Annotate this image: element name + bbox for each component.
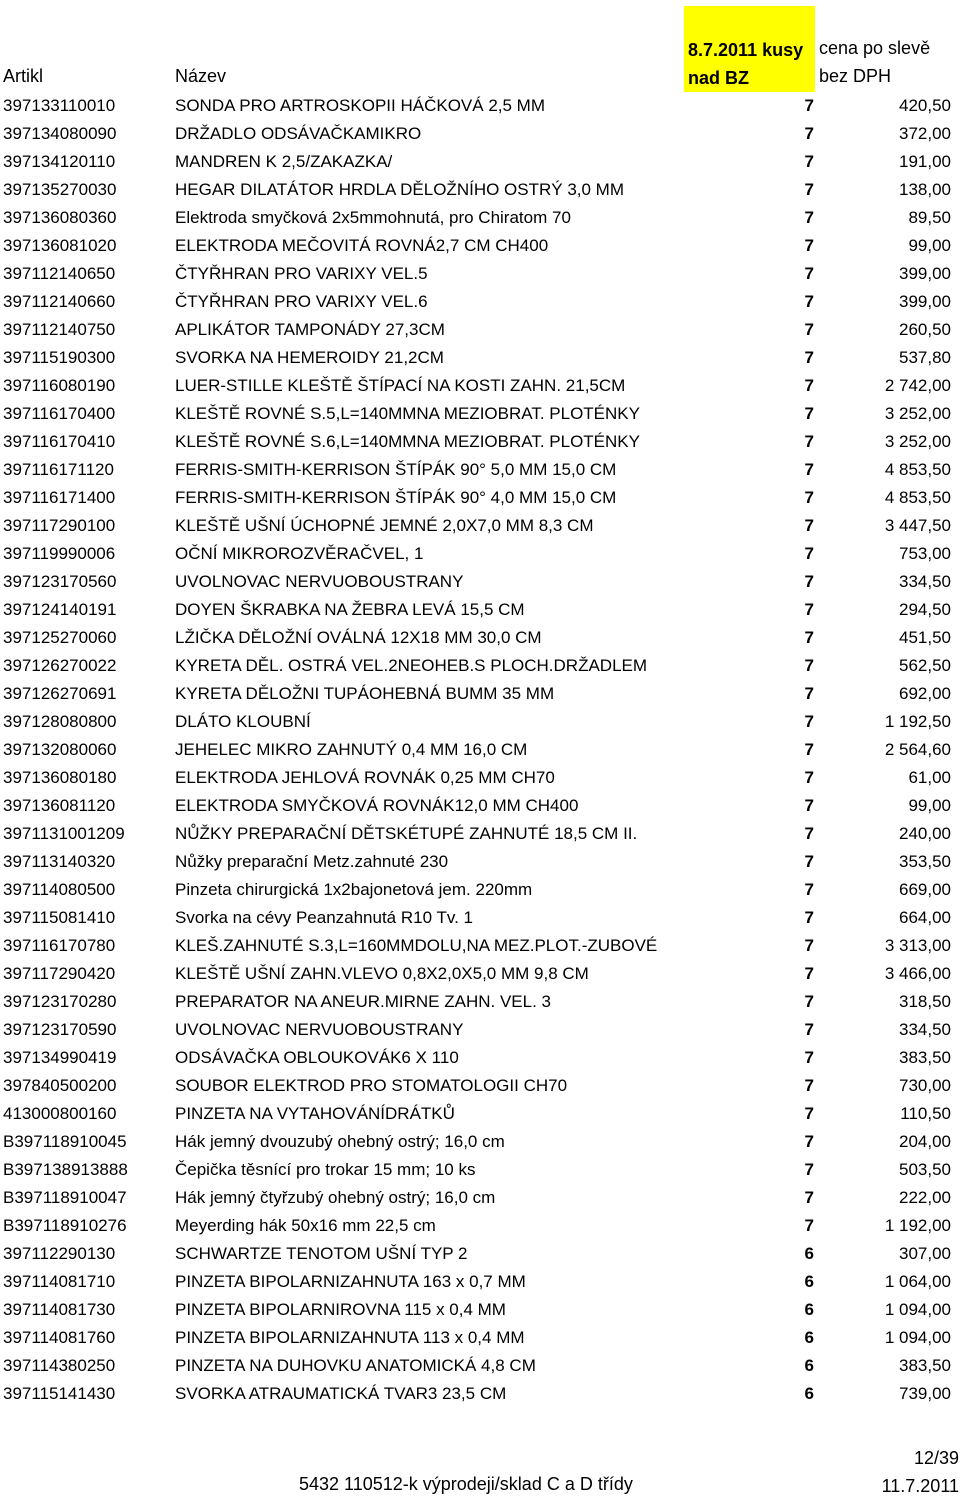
product-code: 397116170400 — [3, 404, 116, 423]
product-price: 99,00 — [908, 796, 951, 815]
product-price: 753,00 — [899, 544, 951, 563]
table-row — [0, 1100, 960, 1128]
table-row — [0, 624, 960, 652]
product-price: 334,50 — [899, 1020, 951, 1039]
product-code: 397116080190 — [3, 376, 116, 395]
table-row — [0, 456, 960, 484]
product-name: ČTYŘHRAN PRO VARIXY VEL.6 — [175, 292, 428, 311]
table-row — [0, 1212, 960, 1240]
product-quantity: 7 — [804, 348, 814, 367]
product-quantity: 7 — [804, 264, 814, 283]
product-name: ODSÁVAČKA OBLOUKOVÁK6 X 110 — [175, 1048, 459, 1067]
product-name: PREPARATOR NA ANEUR.MIRNE ZAHN. VEL. 3 — [175, 992, 551, 1011]
product-quantity: 7 — [804, 1188, 814, 1207]
table-row — [0, 260, 960, 288]
table-row — [0, 848, 960, 876]
product-code: 397116171120 — [3, 460, 114, 479]
product-name: Nůžky preparační Metz.zahnuté 230 — [175, 852, 449, 871]
table-row — [0, 288, 960, 316]
product-name: FERRIS-SMITH-KERRISON ŠTÍPÁK 90° 5,0 MM 15,0 CM — [175, 460, 617, 479]
product-code: 397132080060 — [3, 740, 117, 759]
page-number: 12/39 — [913, 1448, 959, 1468]
product-quantity: 7 — [804, 236, 814, 255]
product-price: 451,50 — [899, 628, 951, 647]
product-quantity: 7 — [804, 824, 814, 843]
product-code: 397112140750 — [3, 320, 116, 339]
product-name: FERRIS-SMITH-KERRISON ŠTÍPÁK 90° 4,0 MM 15,0 CM — [175, 488, 617, 507]
product-quantity: 6 — [804, 1328, 814, 1347]
product-price: 61,00 — [908, 768, 951, 787]
print-date: 11.7.2011 — [881, 1476, 959, 1496]
product-name: KLEŠTĚ ROVNÉ S.5,L=140MMNA MEZIOBRAT. PLOTÉNKY — [175, 404, 640, 423]
product-code: 397125270060 — [3, 628, 117, 647]
product-price: 664,00 — [899, 908, 951, 927]
product-price: 110,50 — [900, 1104, 951, 1123]
product-quantity: 7 — [804, 320, 814, 339]
header-price-line1: cena po slevě — [819, 38, 931, 58]
product-quantity: 7 — [804, 600, 814, 619]
product-quantity: 7 — [804, 404, 814, 423]
product-name: Meyerding hák 50x16 mm 22,5 cm — [175, 1216, 436, 1235]
product-code: 397116170780 — [3, 936, 116, 955]
product-price: 4 853,50 — [884, 460, 951, 479]
product-price: 383,50 — [899, 1048, 951, 1067]
product-quantity: 6 — [804, 1244, 814, 1263]
product-price: 730,00 — [899, 1076, 951, 1095]
table-row — [0, 148, 960, 176]
product-code: 413000800160 — [3, 1104, 117, 1123]
product-code: 397840500200 — [3, 1076, 117, 1095]
product-name: OČNÍ MIKROROZVĚRAČVEL, 1 — [175, 544, 424, 563]
table-row — [0, 176, 960, 204]
product-quantity: 7 — [804, 684, 814, 703]
product-quantity: 7 — [804, 572, 814, 591]
product-code: 397136081020 — [3, 236, 117, 255]
product-price: 2 742,00 — [884, 376, 951, 395]
product-code: 397126270691 — [3, 684, 117, 703]
product-quantity: 7 — [804, 292, 814, 311]
table-row — [0, 428, 960, 456]
product-price: 260,50 — [899, 320, 951, 339]
product-name: Hák jemný dvouzubý ohebný ostrý; 16,0 cm — [175, 1132, 505, 1151]
product-name: PINZETA BIPOLARNIZAHNUTA 113 x 0,4 MM — [175, 1328, 525, 1347]
product-price: 191,00 — [899, 152, 951, 171]
product-quantity: 7 — [804, 208, 814, 227]
product-code: B397118910276 — [3, 1216, 127, 1235]
header-quantity — [684, 6, 815, 92]
product-price: 334,50 — [899, 572, 951, 591]
product-name: HEGAR DILATÁTOR HRDLA DĚLOŽNÍHO OSTRÝ 3,0 MM — [175, 180, 625, 199]
product-quantity: 7 — [804, 768, 814, 787]
product-code: B397118910045 — [3, 1132, 127, 1151]
product-code: 397114081760 — [3, 1328, 116, 1347]
product-code: 397112140650 — [3, 264, 116, 283]
product-price: 307,00 — [899, 1244, 951, 1263]
table-row — [0, 540, 960, 568]
product-price: 1 192,00 — [884, 1216, 951, 1235]
product-code: 397114380250 — [3, 1356, 116, 1375]
product-price: 399,00 — [899, 292, 951, 311]
header-quantity-line1: 8.7.2011 kusy — [688, 40, 804, 60]
product-name: PINZETA BIPOLARNIZAHNUTA 163 x 0,7 MM — [175, 1272, 526, 1291]
product-name: ELEKTRODA MEČOVITÁ ROVNÁ2,7 CM CH400 — [175, 236, 549, 255]
product-quantity: 7 — [804, 740, 814, 759]
product-price: 294,50 — [899, 600, 951, 619]
table-row — [0, 1296, 960, 1324]
product-code: 397114081730 — [3, 1300, 116, 1319]
product-code: 397136080180 — [3, 768, 117, 787]
product-code: 397117290420 — [3, 964, 116, 983]
table-row — [0, 372, 960, 400]
product-table — [0, 92, 960, 1408]
product-quantity: 7 — [804, 544, 814, 563]
product-code: 397114080500 — [3, 880, 116, 899]
product-code: 397115141430 — [3, 1384, 116, 1403]
product-price: 3 252,00 — [884, 404, 951, 423]
product-quantity: 7 — [804, 460, 814, 479]
product-name: MANDREN K 2,5/ZAKAZKA/ — [175, 152, 393, 171]
table-row — [0, 1156, 960, 1184]
product-price: 739,00 — [899, 1384, 951, 1403]
table-row — [0, 204, 960, 232]
product-quantity: 7 — [804, 1104, 814, 1123]
product-name: NŮŽKY PREPARAČNÍ DĚTSKÉTUPÉ ZAHNUTÉ 18,5 CM II. — [175, 824, 638, 843]
table-row — [0, 1128, 960, 1156]
header-price-line2: bez DPH — [819, 66, 892, 86]
product-name: SVORKA ATRAUMATICKÁ TVAR3 23,5 CM — [175, 1384, 507, 1403]
product-name: SOUBOR ELEKTROD PRO STOMATOLOGII CH70 — [175, 1076, 568, 1095]
table-header — [0, 0, 960, 92]
product-code: 397136080360 — [3, 208, 117, 227]
table-row — [0, 1016, 960, 1044]
product-quantity: 7 — [804, 96, 814, 115]
table-row — [0, 764, 960, 792]
table-row — [0, 120, 960, 148]
product-name: LUER-STILLE KLEŠTĚ ŠTÍPACÍ NA KOSTI ZAHN. 21,5CM — [175, 376, 626, 395]
table-row — [0, 1324, 960, 1352]
table-row — [0, 1184, 960, 1212]
product-code: 397112140660 — [3, 292, 116, 311]
product-name: ELEKTRODA JEHLOVÁ ROVNÁK 0,25 MM CH70 — [175, 768, 555, 787]
product-code: 397115190300 — [3, 348, 116, 367]
product-name: Elektroda smyčková 2x5mmohnutá, pro Chiratom 70 — [175, 208, 571, 227]
table-row — [0, 596, 960, 624]
table-row — [0, 904, 960, 932]
product-code: 397113140320 — [3, 852, 116, 871]
product-price: 138,00 — [899, 180, 951, 199]
product-price: 222,00 — [899, 1188, 951, 1207]
product-name: Svorka na cévy Peanzahnutá R10 Tv. 1 — [175, 908, 473, 927]
product-quantity: 7 — [804, 964, 814, 983]
product-name: KLEŠTĚ UŠNÍ ÚCHOPNÉ JEMNÉ 2,0X7,0 MM 8,3 CM — [175, 516, 594, 535]
table-row — [0, 708, 960, 736]
header-quantity-line2: nad BZ — [688, 68, 749, 88]
product-price: 562,50 — [899, 656, 951, 675]
header-price — [819, 34, 959, 90]
product-quantity: 7 — [804, 124, 814, 143]
table-row — [0, 792, 960, 820]
product-name: DOYEN ŠKRABKA NA ŽEBRA LEVÁ 15,5 CM — [175, 600, 525, 619]
table-row — [0, 232, 960, 260]
product-quantity: 7 — [804, 936, 814, 955]
product-code: 397134120110 — [3, 152, 116, 171]
product-name: KYRETA DĚL. OSTRÁ VEL.2NEOHEB.S PLOCH.DRŽADLEM — [175, 656, 648, 675]
product-quantity: 7 — [804, 180, 814, 199]
product-price: 3 313,00 — [884, 936, 951, 955]
product-quantity: 6 — [804, 1356, 814, 1375]
product-quantity: 7 — [804, 488, 814, 507]
product-name: PINZETA NA VYTAHOVÁNÍDRÁTKŮ — [175, 1104, 455, 1123]
product-quantity: 7 — [804, 656, 814, 675]
product-name: Čepička těsnící pro trokar 15 mm; 10 ks — [175, 1160, 476, 1179]
product-price: 240,00 — [899, 824, 951, 843]
product-name: SVORKA NA HEMEROIDY 21,2CM — [175, 348, 444, 367]
product-name: KLEŠ.ZAHNUTÉ S.3,L=160MMDOLU,NA MEZ.PLOT.-ZUBOVÉ — [175, 936, 658, 955]
product-code: 397123170590 — [3, 1020, 117, 1039]
product-code: 397134990419 — [3, 1048, 117, 1067]
product-code: 397136081120 — [3, 796, 116, 815]
product-name: PINZETA NA DUHOVKU ANATOMICKÁ 4,8 CM — [175, 1356, 536, 1375]
table-row — [0, 1240, 960, 1268]
product-price: 1 094,00 — [884, 1300, 951, 1319]
product-price: 420,50 — [899, 96, 951, 115]
product-code: 397133110010 — [3, 96, 116, 115]
table-row — [0, 1352, 960, 1380]
table-row — [0, 316, 960, 344]
product-price: 2 564,60 — [884, 740, 951, 759]
product-quantity: 7 — [804, 516, 814, 535]
product-quantity: 6 — [804, 1272, 814, 1291]
file-name: 5432 110512-k výprodeji/sklad C a D třídy — [299, 1474, 633, 1494]
product-quantity: 7 — [804, 152, 814, 171]
product-price: 669,00 — [899, 880, 951, 899]
table-row — [0, 820, 960, 848]
product-name: Hák jemný čtyřzubý ohebný ostrý; 16,0 cm — [175, 1188, 496, 1207]
product-price: 1 064,00 — [884, 1272, 951, 1291]
product-price: 3 466,00 — [884, 964, 951, 983]
page-footer — [0, 1440, 960, 1499]
table-row — [0, 988, 960, 1016]
table-row — [0, 1072, 960, 1100]
product-name: JEHELEC MIKRO ZAHNUTÝ 0,4 MM 16,0 CM — [175, 740, 528, 759]
product-name: ELEKTRODA SMYČKOVÁ ROVNÁK12,0 MM CH400 — [175, 796, 579, 815]
product-code: 397112290130 — [3, 1244, 116, 1263]
product-name: PINZETA BIPOLARNIROVNA 115 x 0,4 MM — [175, 1300, 506, 1319]
product-price: 353,50 — [899, 852, 951, 871]
table-row — [0, 876, 960, 904]
product-price: 1 094,00 — [884, 1328, 951, 1347]
product-code: 397123170560 — [3, 572, 117, 591]
product-quantity: 7 — [804, 908, 814, 927]
table-row — [0, 680, 960, 708]
product-code: 397117290100 — [3, 516, 116, 535]
product-code: 397126270022 — [3, 656, 117, 675]
product-price: 503,50 — [899, 1160, 951, 1179]
product-quantity: 7 — [804, 432, 814, 451]
product-code: 397135270030 — [3, 180, 117, 199]
product-price: 204,00 — [899, 1132, 951, 1151]
product-name: LŽIČKA DĚLOŽNÍ OVÁLNÁ 12X18 MM 30,0 CM — [175, 628, 542, 647]
header-artikl: Artikl — [3, 66, 43, 86]
product-price: 372,00 — [899, 124, 951, 143]
product-code: B397138913888 — [3, 1160, 128, 1179]
product-quantity: 7 — [804, 796, 814, 815]
product-quantity: 7 — [804, 628, 814, 647]
product-price: 537,80 — [899, 348, 951, 367]
table-row — [0, 932, 960, 960]
table-row — [0, 736, 960, 764]
product-quantity: 7 — [804, 880, 814, 899]
product-price: 3 252,00 — [884, 432, 951, 451]
product-quantity: 7 — [804, 1160, 814, 1179]
product-price: 383,50 — [899, 1356, 951, 1375]
product-price: 318,50 — [899, 992, 951, 1011]
product-name: KLEŠTĚ UŠNÍ ZAHN.VLEVO 0,8X2,0X5,0 MM 9,8 CM — [175, 964, 589, 983]
product-price: 99,00 — [908, 236, 951, 255]
table-row — [0, 1268, 960, 1296]
product-code: 397114081710 — [3, 1272, 116, 1291]
product-name: UVOLNOVAC NERVUOBOUSTRANY — [175, 1020, 464, 1039]
table-row — [0, 344, 960, 372]
product-name: DRŽADLO ODSÁVAČKAMIKRO — [175, 124, 422, 143]
product-code: 397123170280 — [3, 992, 117, 1011]
product-name: SONDA PRO ARTROSKOPII HÁČKOVÁ 2,5 MM — [175, 96, 545, 115]
product-quantity: 7 — [804, 992, 814, 1011]
product-quantity: 7 — [804, 1020, 814, 1039]
product-quantity: 7 — [804, 852, 814, 871]
table-row — [0, 960, 960, 988]
header-nazev: Název — [175, 66, 227, 86]
product-price: 4 853,50 — [884, 488, 951, 507]
table-row — [0, 92, 960, 120]
product-quantity: 6 — [804, 1300, 814, 1319]
product-name: ČTYŘHRAN PRO VARIXY VEL.5 — [175, 264, 428, 283]
product-code: 3971131001209 — [3, 824, 125, 843]
product-price: 3 447,50 — [884, 516, 951, 535]
product-quantity: 7 — [804, 1048, 814, 1067]
product-price: 692,00 — [899, 684, 951, 703]
product-name: UVOLNOVAC NERVUOBOUSTRANY — [175, 572, 464, 591]
product-code: B397118910047 — [3, 1188, 127, 1207]
product-code: 397116170410 — [3, 432, 116, 451]
product-quantity: 6 — [804, 1384, 814, 1403]
table-row — [0, 568, 960, 596]
product-code: 397124140191 — [3, 600, 117, 619]
product-code: 397115081410 — [3, 908, 116, 927]
table-row — [0, 512, 960, 540]
product-price: 1 192,50 — [884, 712, 951, 731]
table-row — [0, 652, 960, 680]
product-name: KYRETA DĚLOŽNI TUPÁOHEBNÁ BUMM 35 MM — [175, 684, 555, 703]
product-quantity: 7 — [804, 1076, 814, 1095]
product-quantity: 7 — [804, 712, 814, 731]
product-price: 399,00 — [899, 264, 951, 283]
product-code: 397134080090 — [3, 124, 117, 143]
product-quantity: 7 — [804, 1132, 814, 1151]
product-code: 397128080800 — [3, 712, 117, 731]
table-row — [0, 1380, 960, 1408]
product-name: Pinzeta chirurgická 1x2bajonetová jem. 220mm — [175, 880, 533, 899]
product-name: DLÁTO KLOUBNÍ — [175, 712, 311, 731]
product-quantity: 7 — [804, 376, 814, 395]
product-name: SCHWARTZE TENOTOM UŠNÍ TYP 2 — [175, 1244, 468, 1263]
product-price: 89,50 — [908, 208, 951, 227]
table-row — [0, 1044, 960, 1072]
product-quantity: 7 — [804, 1216, 814, 1235]
table-row — [0, 484, 960, 512]
product-code: 397116171400 — [3, 488, 116, 507]
product-code: 397119990006 — [3, 544, 116, 563]
product-name: APLIKÁTOR TAMPONÁDY 27,3CM — [175, 320, 445, 339]
table-row — [0, 400, 960, 428]
product-name: KLEŠTĚ ROVNÉ S.6,L=140MMNA MEZIOBRAT. PLOTÉNKY — [175, 432, 640, 451]
